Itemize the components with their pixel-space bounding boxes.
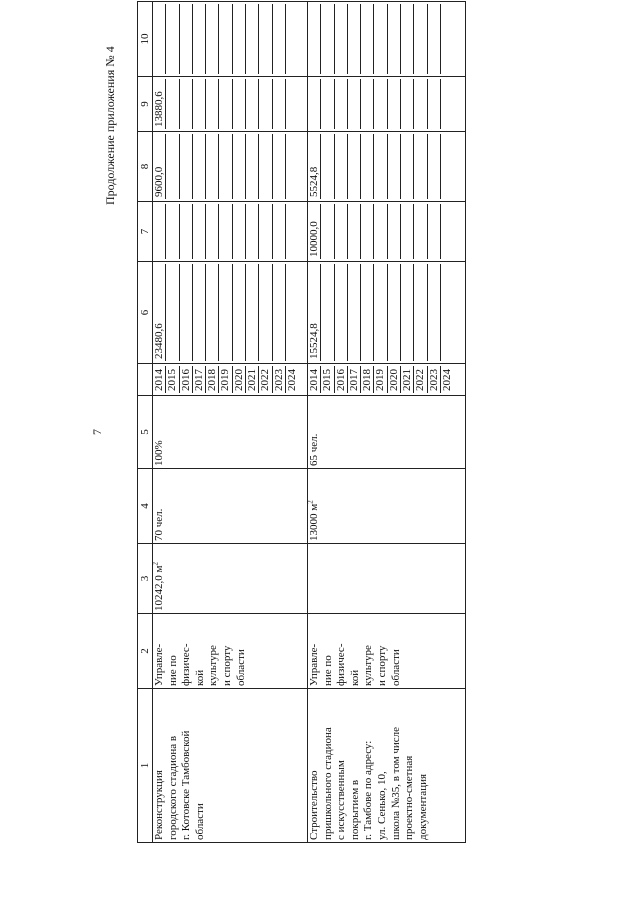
values-col9 bbox=[308, 77, 466, 132]
values-col7: 10000,0 bbox=[308, 202, 466, 262]
col-header bbox=[138, 364, 153, 396]
header-row bbox=[138, 2, 153, 843]
values-col7 bbox=[153, 202, 308, 262]
capacity-people: 70 чел. bbox=[153, 469, 308, 544]
table-row bbox=[153, 2, 308, 843]
executor: Управле- ние по физичес- кой культуре и спорту области bbox=[153, 614, 308, 689]
years-cell: 2014 2015 2016 2017 2018 2019 2020 2021 2022 2023 2024 bbox=[153, 364, 308, 396]
col-header: 1 bbox=[138, 689, 153, 843]
executor: Управле- ние по физичес- кой культуре и спорту области bbox=[308, 614, 466, 689]
indicator: 65 чел. bbox=[308, 396, 466, 469]
col-header: 4 bbox=[138, 469, 153, 544]
values-col6: 23480,6 bbox=[153, 262, 308, 364]
table-row bbox=[308, 2, 466, 843]
col-header: 6 bbox=[138, 262, 153, 364]
col-header: 7 bbox=[138, 202, 153, 262]
values-col6: 15524,8 bbox=[308, 262, 466, 364]
years-cell: 2014 2015 2016 2017 2018 2019 2020 2021 2022 2023 2024 bbox=[308, 364, 466, 396]
values-col9: 13880,6 bbox=[153, 77, 308, 132]
col-header: 10 bbox=[138, 2, 153, 77]
col-header: 9 bbox=[138, 77, 153, 132]
capacity: 10242,0 $м^2$ bbox=[153, 544, 308, 614]
col-header: 8 bbox=[138, 132, 153, 202]
project-name: Реконструкция городского стадиона в г. Котовске Тамбовской области bbox=[153, 689, 308, 843]
values-col10 bbox=[308, 2, 466, 77]
project-name: Строительство пришкольного стадиона с искусственным покрытием в г. Тамбове по адресу: ул. Сенько, 10, школа №35, в том числе проектно-сметная документация bbox=[308, 689, 466, 843]
program-table bbox=[137, 1, 466, 843]
capacity-area: 13000 $м^2$ bbox=[308, 469, 466, 544]
values-col8: 9600,0 bbox=[153, 132, 308, 202]
continuation-caption: Продолжение приложения № 4 bbox=[103, 46, 117, 205]
capacity bbox=[308, 544, 466, 614]
page-number: 7 bbox=[90, 429, 104, 435]
col-header: 2 bbox=[138, 614, 153, 689]
values-col10 bbox=[153, 2, 308, 77]
indicator: 100% bbox=[153, 396, 308, 469]
col-header: 3 bbox=[138, 544, 153, 614]
values-col8: 5524,8 bbox=[308, 132, 466, 202]
col-header: 5 bbox=[138, 396, 153, 469]
